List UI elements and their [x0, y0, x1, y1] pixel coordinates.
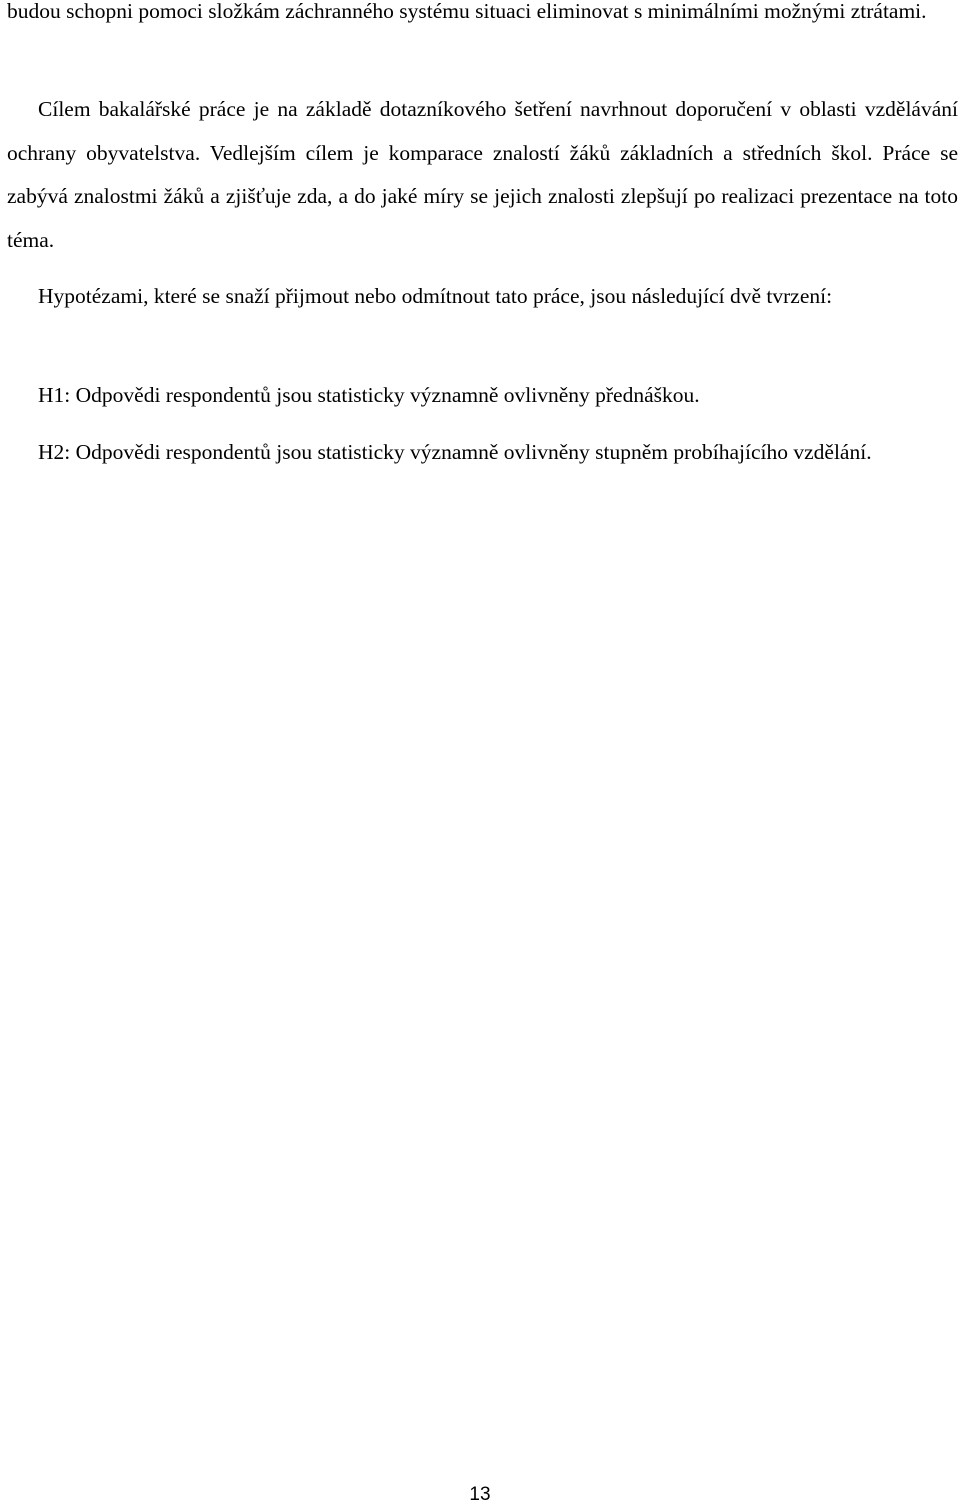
hypothesis-h2: H2: Odpovědi respondentů jsou statisticky významně ovlivněny stupněm probíhajícího vzdělání. — [38, 440, 872, 464]
paragraph-hypotheses-intro: Hypotézami, které se snaží přijmout nebo odmítnout tato práce, jsou následující dvě tvrzení: — [38, 284, 833, 308]
paragraph-thesis-aim: Cílem bakalářské práce je na základě dotazníkového šetření navrhnout doporučení v oblasti vzdělávání ochrany obyvatelstva. Vedlejším cílem je komparace znalostí žáků základních a středních škol. Práce se zabývá znalostmi žáků a zjišťuje zda, a do jaké míry se jejich znalosti zlepšují po realizaci prezentace na toto téma. — [7, 97, 958, 252]
page-number: 13 — [469, 1484, 491, 1505]
paragraph-continuation: budou schopni pomoci složkám záchranného systému situaci eliminovat s minimálními možnými ztrátami. — [7, 0, 927, 23]
hypothesis-h1: H1: Odpovědi respondentů jsou statisticky významně ovlivněny přednáškou. — [38, 383, 700, 407]
